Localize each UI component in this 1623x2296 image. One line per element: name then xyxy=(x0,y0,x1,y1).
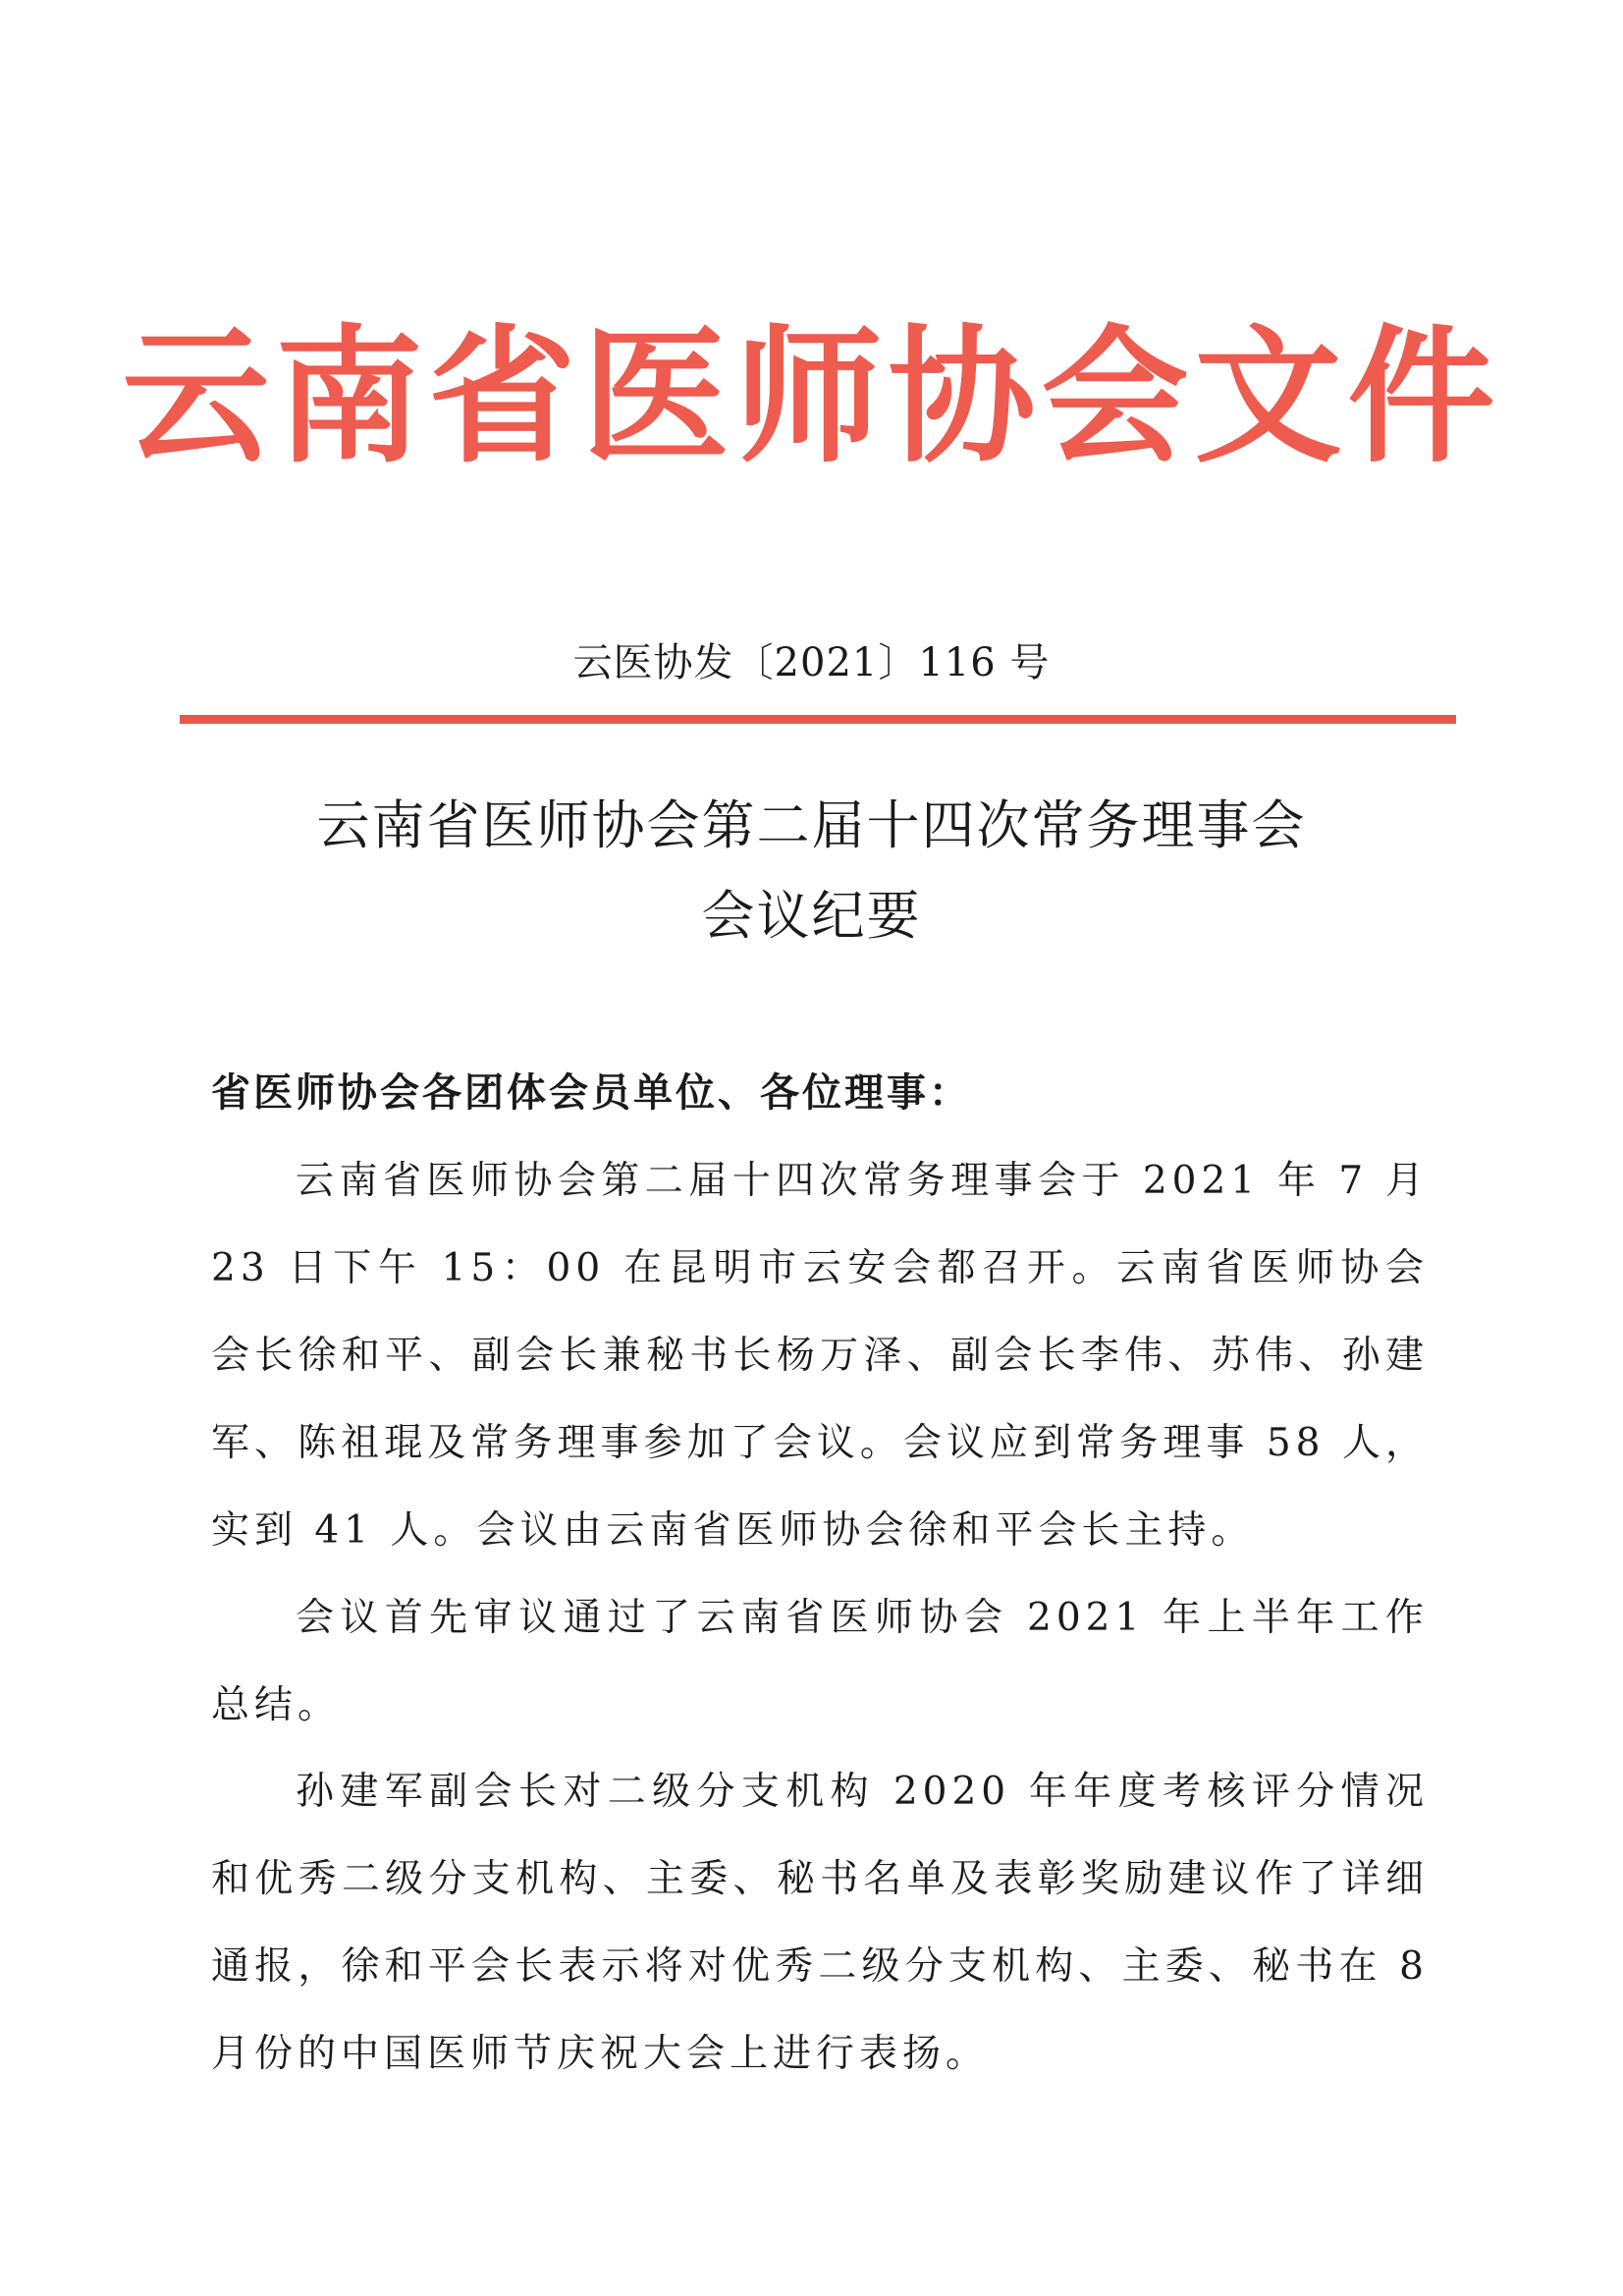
document-title-line-2: 会议纪要 xyxy=(701,885,922,947)
red-divider-line xyxy=(180,715,1456,724)
salutation: 省医师协会各团体会员单位、各位理事： xyxy=(211,1070,971,1116)
org-header-title: 云南省医师协会文件 xyxy=(122,312,1501,483)
document-number: 云医协发〔2021〕116 号 xyxy=(572,640,1051,685)
body-paragraph-2: 会议首先审议通过了云南省医师协会 2021 年上半年工作总结。 xyxy=(211,1596,1429,1727)
body-paragraph-3: 孙建军副会长对二级分支机构 2020 年年度考核评分情况和优秀二级分支机构、主委、秘书名单及表彰奖励建议作了详细通报，徐和平会长表示将对优秀二级分支机构、主委、秘书在 8 月份的中国医师节庆祝大会上进行表扬。 xyxy=(211,1770,1429,2076)
body-paragraph-1: 云南省医师协会第二届十四次常务理事会于 2021 年 7 月 23 日下午 15：00 在昆明市云安会都召开。云南省医师协会会长徐和平、副会长兼秘书长杨万泽、副会长李伟、苏伟、孙建军、陈祖琨及常务理事参加了会议。会议应到常务理事 58 人，实到 41 人。会议由云南省医师协会徐和平会长主持。 xyxy=(211,1159,1429,1553)
document-title-line-1: 云南省医师协会第二届十四次常务理事会 xyxy=(316,794,1307,856)
